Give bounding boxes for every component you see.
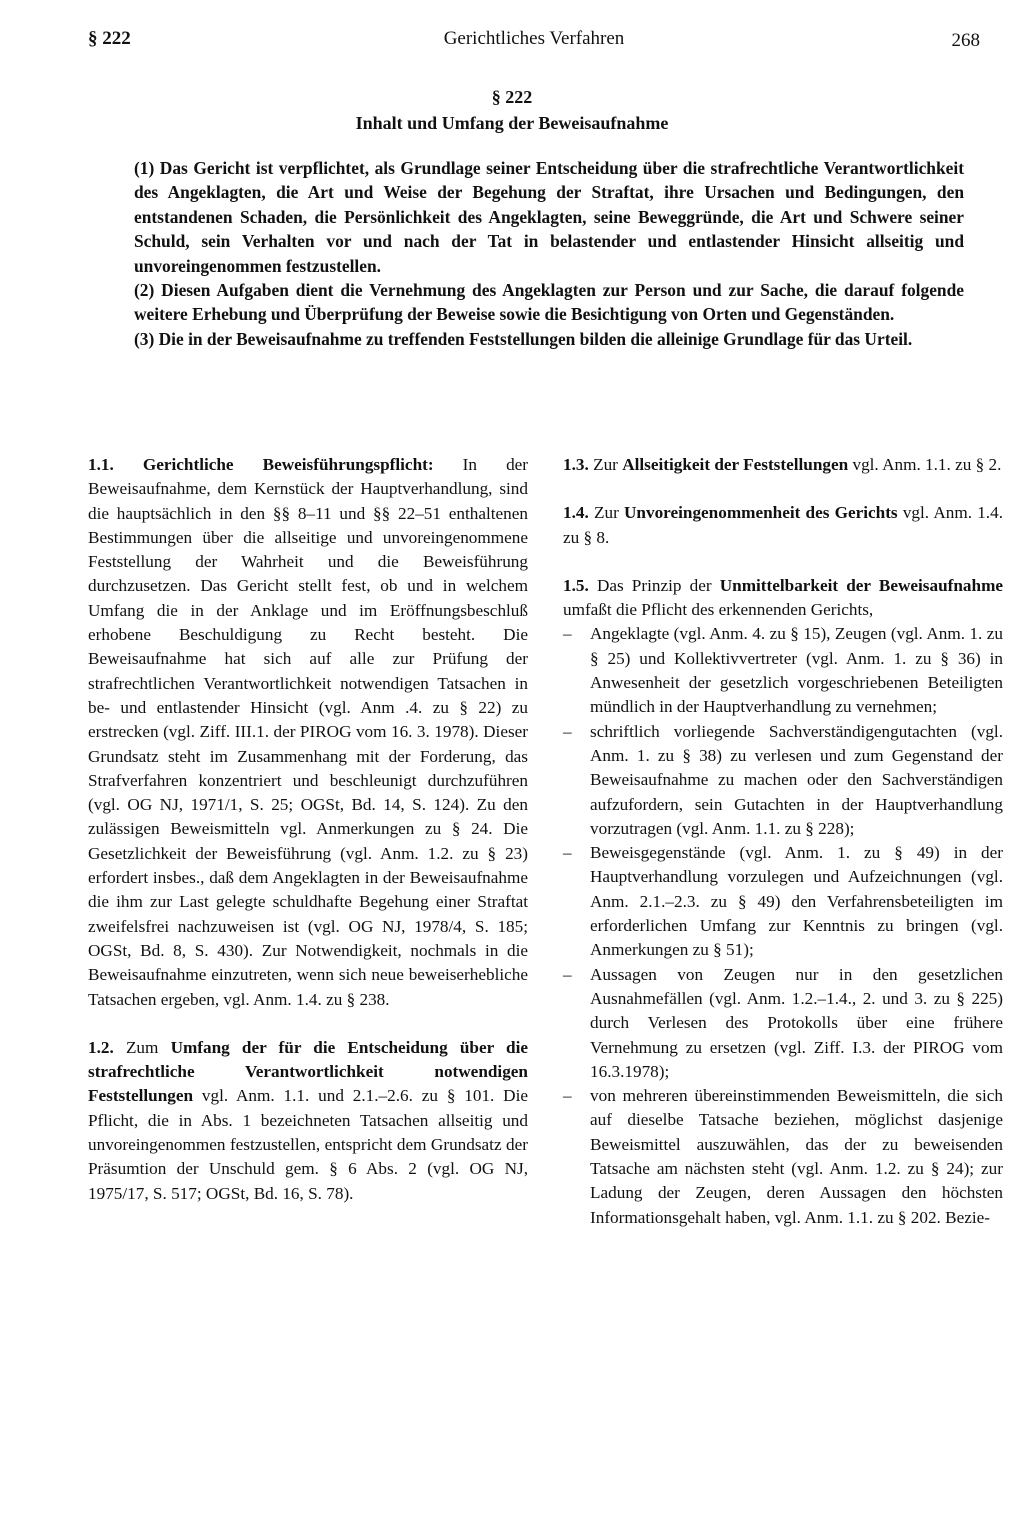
statute-paragraph-1: (1) Das Gericht ist verpflichtet, als Grundlage seiner Entscheidung über die strafrechtliche Verantwortlichkeit des Angeklagten, die Art und Weise der Begehung der Straftat, ihre Ursachen und Bedingungen, den entstandenen Schaden, die Persönlichkeit des Angeklagten, seine Beweggründe, die Art und Schwere seiner Schuld, sein Verhalten vor und nach der Tat in belastender und entlastender Hinsicht allseitig und unvoreingenommen festzustellen. bbox=[134, 158, 964, 276]
statute-text bbox=[134, 156, 964, 351]
list-item: – schriftlich vorliegende Sachverständigengutachten (vgl. Anm. 1. zu § 38) zu verlesen und zum Gegenstand der Beweisaufnahme zu machen oder den Sachverständigen aufzufordern, sein Gutachten in der Hauptverhandlung vorzutragen (vgl. Anm. 1.1. zu § 228); bbox=[563, 720, 1003, 841]
annotation-lead: Zum bbox=[125, 1037, 159, 1057]
commentary-right-column bbox=[563, 453, 1003, 1230]
annotation-lead: Zur bbox=[593, 455, 618, 474]
annotation-heading: Umfang der für die Entscheidung über die strafrechtliche Verantwortlichkeit notwendigen Feststellungen bbox=[88, 1037, 529, 1106]
page-number: 268 bbox=[951, 30, 980, 51]
annotation-heading: Gerichtliche Beweisführungspflicht: bbox=[142, 455, 434, 474]
annotation-number: 1.1. bbox=[88, 455, 114, 474]
annotation-number: 1.5. bbox=[563, 575, 589, 595]
section-heading bbox=[0, 84, 1024, 136]
annotation-heading: Unvoreingenommenheit des Gerichts bbox=[624, 503, 898, 523]
header-section-ref: § 222 bbox=[88, 28, 131, 49]
annotation-text: vgl. Anm. 1.1. und 2.1.–2.6. zu § 101. Die Pflicht, die in Abs. 1 bezeichneten Tatsachen allseitig und unvoreingenommen festzustellen, entspricht dem Grundsatz der Präsumtion der Unschuld gem. § 6 Abs. 2 (vgl. OG NJ, 1975/17, S. 517; OGSt, Bd. 16, S. 78). bbox=[88, 1086, 528, 1203]
annotation-1-2 bbox=[88, 1036, 528, 1206]
annotation-number: 1.2. bbox=[88, 1037, 114, 1057]
annotation-1-5 bbox=[563, 574, 1003, 1230]
annotation-text: vgl. Anm. 1.4. zu § 8. bbox=[563, 503, 1003, 547]
dash-list bbox=[563, 622, 1003, 1229]
page-header bbox=[88, 28, 980, 58]
list-item: – Aussagen von Zeugen nur in den gesetzlichen Ausnahmefällen (vgl. Anm. 1.2.–1.4., 2. und 3. zu § 225) durch Verlesen des Protokolls über eine frühere Vernehmung zu ersetzen (vgl. Ziff. I.3. der PIROG vom 16.3.1978); bbox=[563, 963, 1003, 1084]
statute-paragraph-2: (2) Diesen Aufgaben dient die Vernehmung des Angeklagten zur Person und zur Sache, die darauf folgende weitere Erhebung und Überprüfung der Beweise sowie die Besichtigung von Orten und Gegenständen. bbox=[134, 280, 964, 325]
annotation-number: 1.3. bbox=[563, 455, 589, 474]
annotation-number: 1.4. bbox=[563, 503, 589, 523]
annotation-1-1 bbox=[88, 453, 528, 1012]
annotation-1-3 bbox=[563, 453, 1003, 477]
annotation-lead: Zur bbox=[593, 503, 619, 523]
section-number: § 222 bbox=[491, 87, 533, 107]
annotation-text: In der Beweisaufnahme, dem Kernstück der Hauptverhandlung, sind die hauptsächlich in den §§ 8–11 und §§ 22–51 enthaltenen Bestimmungen über die allseitige und unvoreingenommene Feststellung der Wahrheit und die Beweisführung durchzusetzen. Das Gericht stellt fest, ob und in welchem Umfang die in der Anklage und im Eröffnungsbeschluß erhobene Beschuldigung zu Recht besteht. Die Beweisaufnahme hat sich auf alle zur Prüfung der strafrechtlichen Verantwortlichkeit notwendigen Tatsachen in be- und entlastender Hinsicht (vgl. Anm .4. zu § 22) zu erstrecken (vgl. Ziff. III.1. der PIROG vom 16. 3. 1978). Dieser Grundsatz steht im Zusammenhang mit der Forderung, das Strafverfahren konzentriert und beschleunigt durchzuführen (vgl. OG NJ, 1971/1, S. 25; OGSt, Bd. 14, S. 124). Zu den zulässigen Beweismitteln vgl. Anmerkungen zu § 24. Die Gesetzlichkeit der Beweisführung (vgl. Anm. 1.2. zu § 23) erfordert insbes., daß dem Angeklagten in der Beweisaufnahme die ihm zur Last gelegte schuldhafte Begehung einer Straftat zweifelsfrei nachzuweisen ist (vgl. OG NJ, 1978/4, S. 185; OGSt, Bd. 8, S. 430). Zur Notwendigkeit, nochmals in die Beweisaufnahme einzutreten, wenn sich neue beweiserhebliche Tatsachen ergeben, vgl. Anm. 1.4. zu § 238. bbox=[88, 455, 529, 1009]
annotation-lead: Das Prinzip der bbox=[596, 575, 712, 595]
statute-paragraph-3: (3) Die in der Beweisaufnahme zu treffenden Feststellungen bilden die alleinige Grundlage für das Urteil. bbox=[134, 328, 913, 349]
commentary-left-column bbox=[88, 453, 528, 1230]
annotation-1-4 bbox=[563, 501, 1003, 550]
list-item: – Beweisgegenstände (vgl. Anm. 1. zu § 49) in der Hauptverhandlung vorzulegen und Aufzeichnungen (vgl. Anm. 2.1.–2.3. zu § 49) den Verfahrensbeteiligten im erforderlichen Umfang zur Kenntnis zu bringen (vgl. Anmerkungen zu § 51); bbox=[563, 841, 1003, 962]
annotation-intro bbox=[563, 574, 1003, 623]
annotation-heading: Unmittelbarkeit der Beweisaufnahme bbox=[719, 575, 1004, 595]
annotation-text: umfaßt die Pflicht des erkennenden Gerichts, bbox=[563, 600, 874, 620]
annotation-heading: Allseitigkeit der Feststellungen bbox=[622, 455, 849, 474]
section-title: Inhalt und Umfang der Beweisaufnahme bbox=[355, 113, 669, 133]
list-item: – Angeklagte (vgl. Anm. 4. zu § 15), Zeugen (vgl. Anm. 1. zu § 25) und Kollektivvertreter (vgl. Anm. 1. zu § 36) in Anwesenheit der gesetzlich vorgeschriebenen Beteiligten mündlich in der Hauptverhandlung zu vernehmen; bbox=[563, 622, 1003, 719]
header-running-title: Gerichtliches Verfahren bbox=[443, 28, 625, 49]
annotation-text: vgl. Anm. 1.1. zu § 2. bbox=[852, 455, 1002, 474]
list-item: – von mehreren übereinstimmenden Beweismitteln, die sich auf dieselbe Tatsache beziehen, möglichst dasjenige Beweismittel auszuwählen, das der zu beweisenden Tatsache am nächsten steht (vgl. Anm. 1.2. zu § 24); zur Ladung der Zeugen, deren Aussagen den höchsten Informationsgehalt haben, vgl. Anm. 1.1. zu § 202. Bezie- bbox=[563, 1084, 1003, 1230]
